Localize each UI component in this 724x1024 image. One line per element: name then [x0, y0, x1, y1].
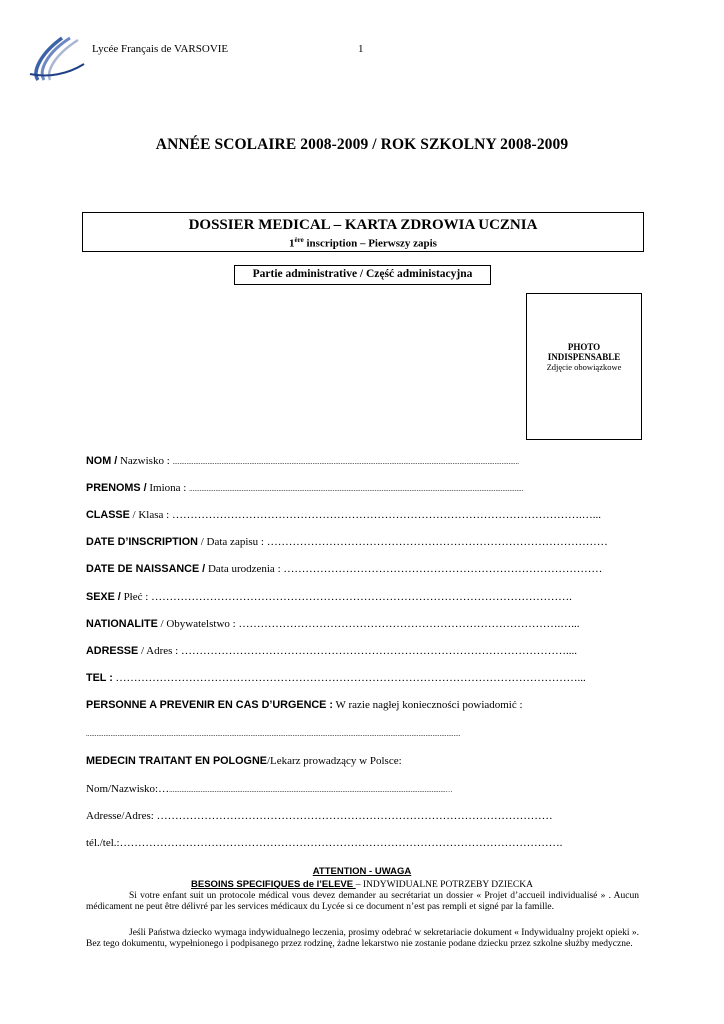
- page-number: 1: [358, 43, 364, 55]
- attention-subheading: BESOINS SPECIFIQUES de l’ELEVE – INDYWIDUALNE POTRZEBY DZIECKA: [191, 879, 533, 890]
- photo-requirement: INDISPENSABLE: [547, 352, 621, 362]
- attention-paragraph-pl: Jeśli Państwa dziecko wymaga indywidualnego leczenia, prosimy odebrać w sekretariacie dokument « Indywidualny projekt opieki ». Bez tego dokumentu, wypełnionego i podpisanego przez rodzinę, żadne lekarstwo nie zostanie podane dziecku przez szkolne służby medyczne.: [86, 928, 639, 950]
- field-sexe[interactable]: SEXE / Płeć : …………………………………………………………………………………………………….: [86, 591, 572, 603]
- document-subtitle: 1ère inscription – Pierwszy zapis: [289, 236, 437, 250]
- field-medecin-nom[interactable]: Nom/Nazwisko:…..............................................................................................................................................................…: [86, 783, 453, 795]
- attention-heading: ATTENTION - UWAGA: [312, 866, 412, 877]
- field-medecin-adresse[interactable]: Adresse/Adres: ………………………………………………………………………………………………: [86, 810, 553, 822]
- field-date-naissance[interactable]: DATE DE NAISSANCE / Data urodzenia : ……………………………………………………………………………: [86, 563, 603, 575]
- field-adresse[interactable]: ADRESSE / Adres : ……………………………………………………………………………………………....: [86, 645, 577, 657]
- field-medecin-label: MEDECIN TRAITANT EN POLOGNE/Lekarz prowadzący w Polsce:: [86, 755, 402, 767]
- field-emergency-contact[interactable]: ......................................................................................................................................................................................................................: [86, 730, 461, 738]
- field-medecin-tel[interactable]: tél./tel.:………………………………………………………………………………………………………….: [86, 837, 563, 849]
- school-year-heading: ANNÉE SCOLAIRE 2008-2009 / ROK SZKOLNY 2008-2009: [155, 136, 569, 153]
- document-title: DOSSIER MEDICAL – KARTA ZDROWIA UCZNIA: [188, 217, 538, 233]
- field-classe[interactable]: CLASSE / Klasa : ………………………………………………………………………………………………….…...: [86, 509, 601, 521]
- field-date-inscription[interactable]: DATE D’INSCRIPTION / Data zapisu : …………………………………………………………………………………: [86, 536, 608, 548]
- attention-paragraph-fr: Si votre enfant suit un protocole médical vous devez demander au secrétariat un dossier « Projet d’accueil individualisé » . Aucun médicament ne peut être délivré par les services médicaux du Lycée si ce document n’est pas rempli et signé par la famille.: [86, 891, 639, 913]
- title-box: [82, 212, 644, 252]
- section-label: Partie administrative / Część administacyjna: [234, 265, 491, 285]
- photo-label: PHOTO: [567, 342, 601, 352]
- school-logo-icon: [28, 34, 86, 82]
- field-nationalite[interactable]: NATIONALITE / Obywatelstwo : …………………………………………………………………………….…...: [86, 618, 580, 630]
- field-tel[interactable]: TEL : ………………………………………………………………………………………………………………...: [86, 672, 586, 684]
- field-nom[interactable]: NOM / Nazwisko : ......................................................................................................................................................................................................: [86, 455, 519, 467]
- field-prenoms[interactable]: PRENOMS / Imiona : ...............................................................................................................................................................................................: [86, 482, 524, 494]
- photo-requirement-pl: Zdjęcie obowiązkowe: [546, 362, 622, 372]
- photo-placeholder: [526, 293, 642, 440]
- header-school-name: Lycée Français de VARSOVIE: [92, 43, 229, 55]
- field-emergency-contact-label: PERSONNE A PREVENIR EN CAS D’URGENCE : W razie nagłej konieczności powiadomić :: [86, 699, 523, 711]
